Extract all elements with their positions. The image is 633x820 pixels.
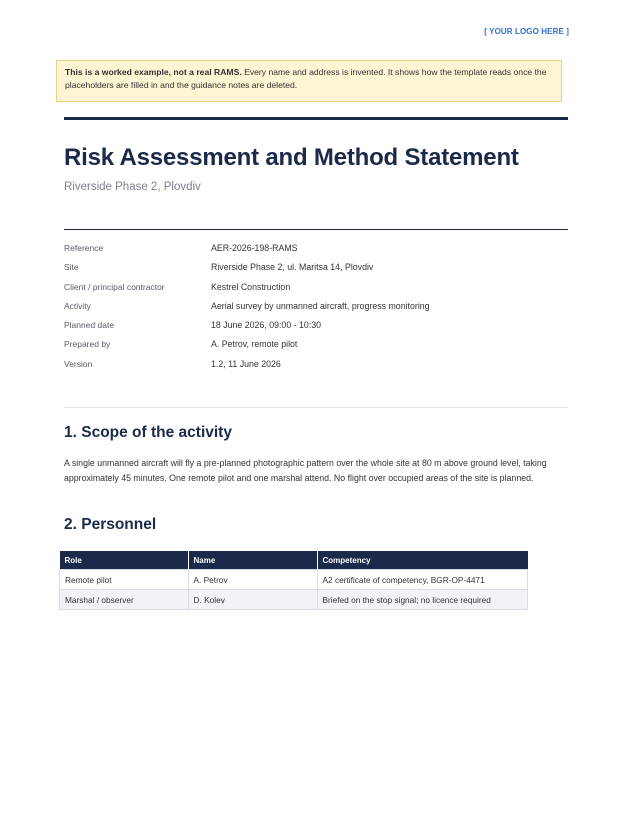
column-header-competency: Competency — [317, 551, 528, 570]
page-subtitle: Riverside Phase 2, Plovdiv — [64, 181, 201, 193]
meta-value: Riverside Phase 2, ul. Maritsa 14, Plovdiv — [211, 262, 374, 273]
personnel-table — [59, 551, 528, 610]
meta-value: AER-2026-198-RAMS — [211, 243, 298, 253]
personnel-heading: 2. Personnel — [64, 516, 157, 533]
cell-role: Remote pilot — [60, 570, 189, 590]
meta-value: A. Petrov, remote pilot — [211, 339, 298, 350]
meta-value: Kestrel Construction — [211, 281, 291, 292]
table-row — [60, 570, 528, 590]
meta-row-site — [64, 262, 568, 281]
scope-paragraph: A single unmanned aircraft will fly a pre-planned photographic pattern over the whole site at 80 m above ground level, taking approximately 45 minutes. One remote pilot and one marshal attend. No flight over occupied areas of the site is planned. — [64, 458, 547, 483]
meta-row-reference — [64, 243, 568, 262]
meta-key: Version — [64, 358, 93, 369]
meta-key: Prepared by — [64, 339, 111, 350]
logo-placeholder: [ YOUR LOGO HERE ] — [484, 27, 569, 36]
meta-row-prepared-by — [64, 339, 568, 358]
cell-competency: A2 certificate of competency, BGR-OP-4471 — [317, 570, 528, 590]
meta-rule — [64, 229, 568, 230]
notice-bold: This is a worked example, not a real RAMS. — [65, 67, 242, 77]
meta-row-client — [64, 282, 568, 301]
cell-name: D. Kolev — [188, 590, 317, 610]
table-row — [60, 590, 528, 610]
meta-key: Planned date — [64, 320, 115, 331]
meta-row-activity — [64, 301, 568, 320]
scope-heading: 1. Scope of the activity — [64, 424, 232, 441]
meta-row-version — [64, 359, 568, 378]
section-divider — [64, 407, 568, 408]
meta-key: Site — [64, 262, 79, 273]
column-header-name: Name — [188, 551, 317, 570]
table-header-row — [60, 551, 528, 570]
cell-role: Marshal / observer — [60, 590, 189, 610]
meta-value: Aerial survey by unmanned aircraft, progress monitoring — [211, 300, 430, 311]
meta-key: Client / principal contractor — [64, 281, 165, 292]
page-title: Risk Assessment and Method Statement — [64, 144, 519, 171]
top-rule — [64, 117, 568, 120]
meta-key: Activity — [64, 300, 91, 311]
meta-row-planned-date — [64, 320, 568, 339]
example-notice — [56, 60, 562, 102]
cell-name: A. Petrov — [188, 570, 317, 590]
meta-key: Reference — [64, 243, 104, 253]
column-header-role: Role — [60, 551, 189, 570]
meta-value: 1.2, 11 June 2026 — [211, 358, 281, 369]
notice-text: Every name and address is invented. It shows how the template reads once the placeholders are filled in and the guidance notes are deleted. — [65, 67, 547, 90]
meta-table — [64, 243, 568, 378]
meta-value: 18 June 2026, 09:00 - 10:30 — [211, 320, 322, 331]
cell-competency: Briefed on the stop signal; no licence required — [317, 590, 528, 610]
